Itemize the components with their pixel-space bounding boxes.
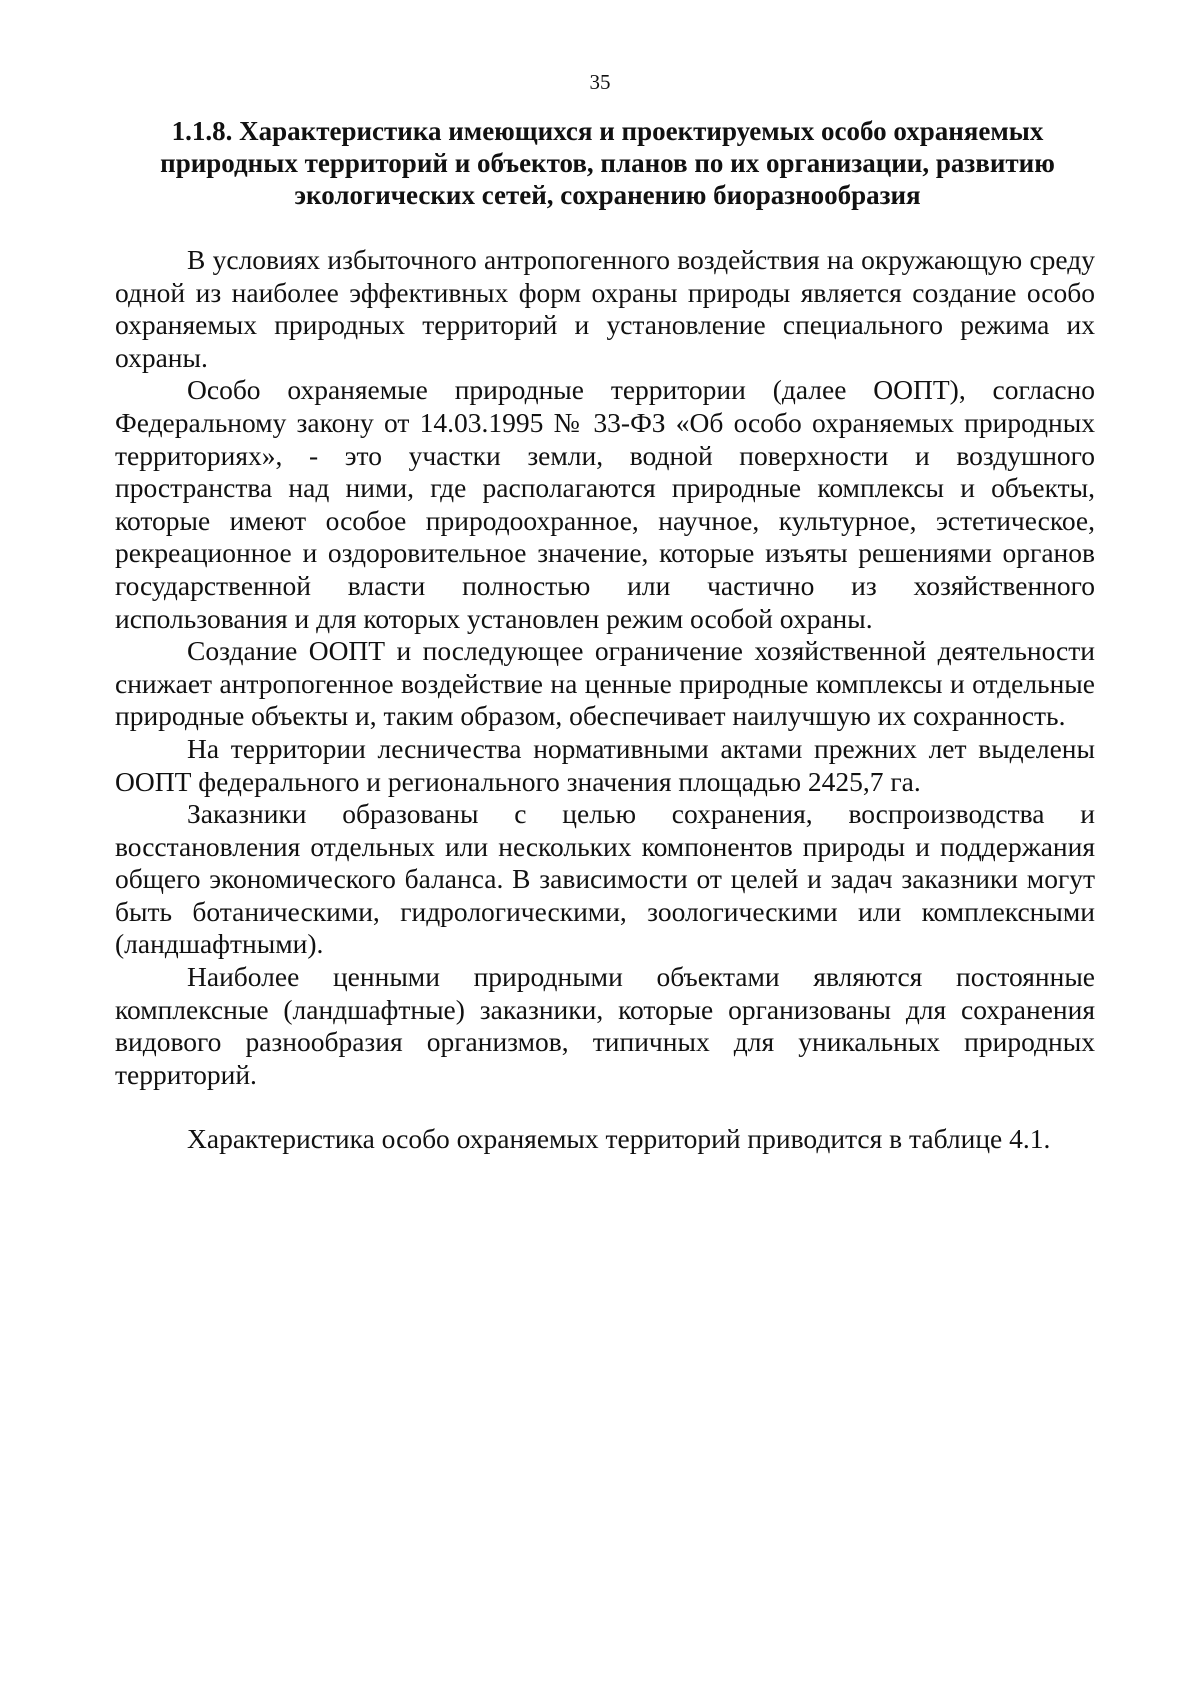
body-text: [115, 244, 1095, 1156]
paragraph-intro: В условиях избыточного антропогенного воздействия на окружающую среду одной из наиболее эффективных форм охраны природы является создание особо охраняемых природных территорий и установление специального режима их охраны.: [115, 244, 1095, 373]
section-heading: 1.1.8. Характеристика имеющихся и проектируемых особо охраняемых природных территорий и объектов, планов по их организации, развитию экологических сетей, сохранению биоразнообразия: [160, 116, 1055, 210]
paragraph-area: На территории лесничества нормативными актами прежних лет выделены ООПТ федерального и регионального значения площадью 2425,7 га.: [115, 732, 1095, 797]
paragraph-valuable-objects: Наиболее ценными природными объектами являются постоянные комплексные (ландшафтные) заказники, которые организованы для сохранения видового разнообразия организмов, типичных для уникальных природных территорий.: [115, 961, 1095, 1090]
paragraph-definition: Особо охраняемые природные территории (далее ООПТ), согласно Федеральному закону от 14.03.1995 № 33-ФЗ «Об особо охраняемых природных территориях», - это участки земли, водной поверхности и воздушного пространства над ними, где располагаются природные комплексы и объекты, которые имеют особое природоохранное, научное, культурное, эстетическое, рекреационное и оздоровительное значение, которые изъяты решениями органов государственной власти полностью или частично из хозяйственного использования и для которых установлен режим особой охраны.: [115, 374, 1095, 634]
paragraph-table-reference: Характеристика особо охраняемых территорий приводится в таблице 4.1.: [187, 1123, 1051, 1155]
page-number: 35: [589, 70, 611, 94]
paragraph-creation: Создание ООПТ и последующее ограничение хозяйственной деятельности снижает антропогенное воздействие на ценные природные комплексы и отдельные природные объекты и, таким образом, обеспечивает наилучшую их сохранность.: [115, 635, 1095, 732]
paragraph-reserves: Заказники образованы с целью сохранения, воспроизводства и восстановления отдельных или нескольких компонентов природы и поддержания общего экономического баланса. В зависимости от целей и задач заказники могут быть ботаническими, гидрологическими, зоологическими или комплексными (ландшафтными).: [115, 798, 1095, 960]
